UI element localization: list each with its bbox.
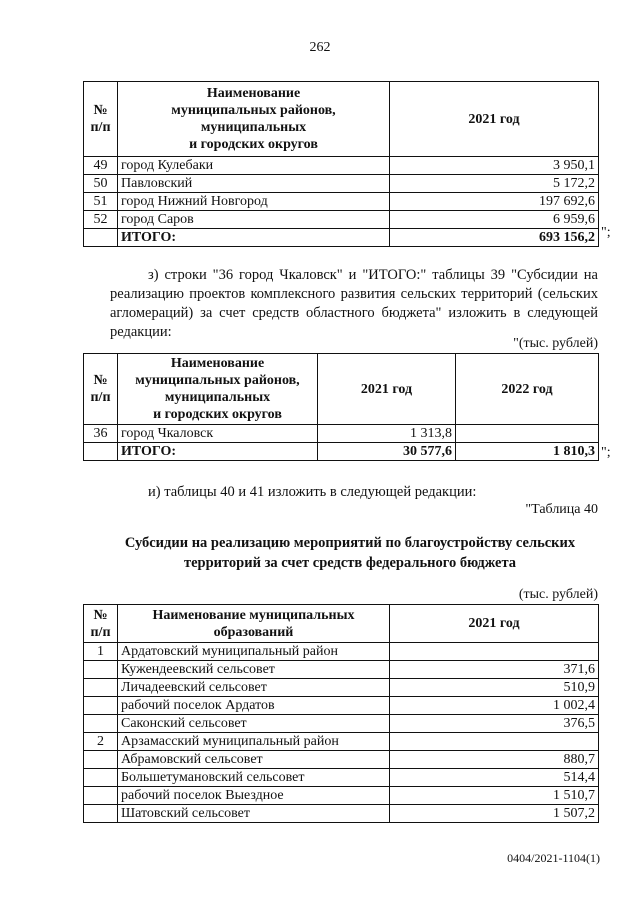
t2-cell-name: город Чкаловск bbox=[118, 425, 318, 443]
table-row bbox=[84, 751, 599, 769]
t2-closing-quote: "; bbox=[601, 445, 611, 460]
table-row bbox=[84, 193, 599, 211]
t3-cell-num bbox=[84, 661, 118, 679]
t1-cell-value: 5 172,2 bbox=[390, 175, 599, 193]
t3-cell-num bbox=[84, 715, 118, 733]
t3-cell-num bbox=[84, 697, 118, 715]
t3-cell-name: рабочий поселок Выездное bbox=[118, 787, 390, 805]
t2-header-name: Наименование муниципальных районов, муниципальных и городских округов bbox=[118, 354, 318, 425]
t3-cell-value: 880,7 bbox=[390, 751, 599, 769]
t1-cell-name: город Кулебаки bbox=[118, 157, 390, 175]
t1-cell-num: 50 bbox=[84, 175, 118, 193]
paragraph-i: и) таблицы 40 и 41 изложить в следующей редакции: bbox=[148, 484, 477, 500]
t3-cell-value bbox=[390, 643, 599, 661]
t3-cell-num bbox=[84, 751, 118, 769]
t1-cell-name: город Нижний Новгород bbox=[118, 193, 390, 211]
t2-total-label: ИТОГО: bbox=[118, 443, 318, 461]
t3-cell-name: Кужендеевский сельсовет bbox=[118, 661, 390, 679]
t2-total-2021: 30 577,6 bbox=[318, 443, 456, 461]
t1-closing-quote: "; bbox=[601, 225, 611, 240]
t1-cell-num: 51 bbox=[84, 193, 118, 211]
t3-cell-num bbox=[84, 679, 118, 697]
t2-cell-num bbox=[84, 443, 118, 461]
t3-cell-value: 510,9 bbox=[390, 679, 599, 697]
t3-cell-name: Абрамовский сельсовет bbox=[118, 751, 390, 769]
t1-cell-value: 3 950,1 bbox=[390, 157, 599, 175]
table-row bbox=[84, 661, 599, 679]
t3-cell-num: 2 bbox=[84, 733, 118, 751]
t3-cell-value bbox=[390, 733, 599, 751]
t3-cell-name: Личадеевский сельсовет bbox=[118, 679, 390, 697]
t1-cell-num: 49 bbox=[84, 157, 118, 175]
t3-cell-num bbox=[84, 769, 118, 787]
t2-cell-2022 bbox=[456, 425, 599, 443]
t3-cell-name: Саконский сельсовет bbox=[118, 715, 390, 733]
table-row bbox=[84, 805, 599, 823]
table-heading: Субсидии на реализацию мероприятий по благоустройству сельских территорий за счет средств федерального бюджета bbox=[124, 535, 576, 571]
t2-total-2022: 1 810,3 bbox=[456, 443, 599, 461]
t2-header-2022: 2022 год bbox=[456, 354, 599, 425]
t2-header-num: № п/п bbox=[84, 354, 118, 425]
table-row bbox=[84, 425, 599, 443]
t1-cell-value: 197 692,6 bbox=[390, 193, 599, 211]
table-row bbox=[84, 679, 599, 697]
t3-cell-name: рабочий поселок Ардатов bbox=[118, 697, 390, 715]
units-label-1: "(тыс. рублей) bbox=[513, 336, 598, 351]
table-row bbox=[84, 157, 599, 175]
t1-total-value: 693 156,2 bbox=[390, 229, 599, 247]
t3-cell-name: Большетумановский сельсовет bbox=[118, 769, 390, 787]
t3-cell-value: 1 002,4 bbox=[390, 697, 599, 715]
t3-cell-value: 371,6 bbox=[390, 661, 599, 679]
t1-cell-value: 6 959,6 bbox=[390, 211, 599, 229]
t3-cell-value: 514,4 bbox=[390, 769, 599, 787]
table-row bbox=[84, 643, 599, 661]
table-2 bbox=[83, 353, 599, 461]
units-label-2: (тыс. рублей) bbox=[518, 587, 598, 602]
t3-header-name: Наименование муниципальных образований bbox=[118, 605, 390, 643]
table-row bbox=[84, 733, 599, 751]
t3-cell-num: 1 bbox=[84, 643, 118, 661]
t1-cell-name: город Саров bbox=[118, 211, 390, 229]
paragraph-z: з) строки "36 город Чкаловск" и "ИТОГО:" таблицы 39 "Субсидии на реализацию проектов комплексного развития сельских территорий (сельских агломераций) за счет средств областного бюджета" изложить в следующей редакции: bbox=[110, 267, 598, 340]
t1-header-num: № п/п bbox=[84, 82, 118, 157]
t1-cell-num: 52 bbox=[84, 211, 118, 229]
t3-cell-num bbox=[84, 805, 118, 823]
table-1 bbox=[83, 81, 599, 247]
t1-cell-num bbox=[84, 229, 118, 247]
t2-cell-num: 36 bbox=[84, 425, 118, 443]
t1-cell-name: Павловский bbox=[118, 175, 390, 193]
table-row bbox=[84, 715, 599, 733]
t3-cell-num bbox=[84, 787, 118, 805]
t2-cell-2021: 1 313,8 bbox=[318, 425, 456, 443]
t1-total-label: ИТОГО: bbox=[118, 229, 390, 247]
table-row bbox=[84, 175, 599, 193]
table-row bbox=[84, 769, 599, 787]
table-row bbox=[84, 697, 599, 715]
table-row bbox=[84, 211, 599, 229]
table-total-row bbox=[84, 443, 599, 461]
page-number: 262 bbox=[309, 40, 331, 55]
t3-cell-value: 1 510,7 bbox=[390, 787, 599, 805]
table-label: "Таблица 40 bbox=[525, 502, 598, 517]
t3-cell-name: Арзамасский муниципальный район bbox=[118, 733, 390, 751]
t3-cell-name: Ардатовский муниципальный район bbox=[118, 643, 390, 661]
t3-cell-name: Шатовский сельсовет bbox=[118, 805, 390, 823]
table-row bbox=[84, 787, 599, 805]
t1-header-year: 2021 год bbox=[390, 82, 599, 157]
t3-header-num: № п/п bbox=[84, 605, 118, 643]
table-total-row bbox=[84, 229, 599, 247]
t3-header-year: 2021 год bbox=[390, 605, 599, 643]
t3-cell-value: 376,5 bbox=[390, 715, 599, 733]
t2-header-2021: 2021 год bbox=[318, 354, 456, 425]
t3-cell-value: 1 507,2 bbox=[390, 805, 599, 823]
document-code: 0404/2021-1104(1) bbox=[507, 851, 600, 865]
t1-header-name: Наименование муниципальных районов, муниципальных и городских округов bbox=[118, 82, 390, 157]
table-3 bbox=[83, 604, 599, 823]
